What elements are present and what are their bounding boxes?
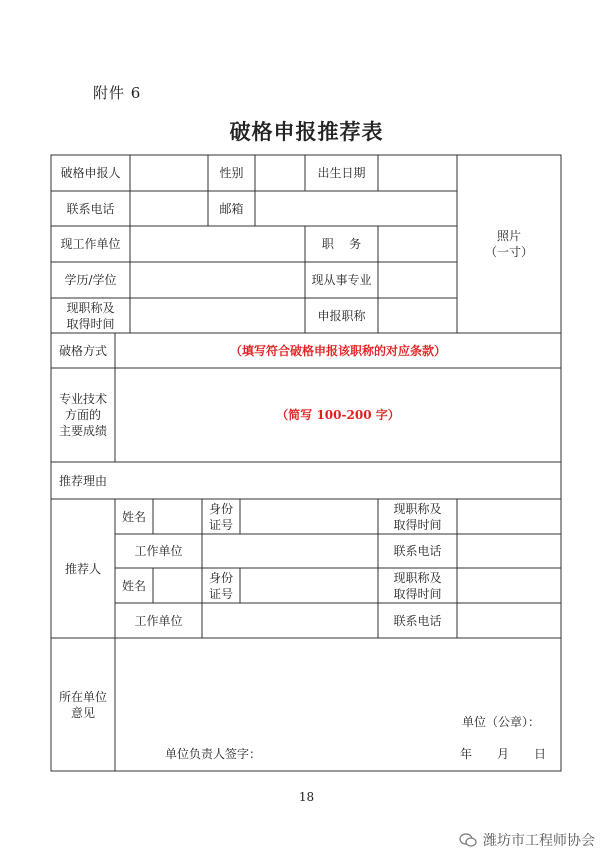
phone-field[interactable] (130, 191, 208, 226)
birth-date-label: 出生日期 (317, 166, 366, 180)
rec2-employer-field[interactable] (202, 603, 378, 638)
rec1-id-field[interactable] (240, 499, 378, 534)
rec2-name-field[interactable] (153, 568, 202, 603)
attachment-label: 附件 6 (93, 84, 142, 102)
rec1-phone-label: 联系电话 (393, 544, 442, 558)
unit-opinion-label: 所在单位 意见 (58, 689, 107, 720)
birth-date-field[interactable] (378, 155, 457, 191)
position-label: 职 务 (321, 237, 362, 251)
education-label: 学历/学位 (64, 273, 117, 287)
recommender-label: 推荐人 (64, 561, 101, 576)
current-major-label: 现从事专业 (311, 273, 372, 287)
watermark-text: 潍坊市工程师协会 (483, 833, 595, 849)
form-title: 破格申报推荐表 (229, 119, 384, 144)
rec2-id-field[interactable] (240, 568, 378, 603)
method-hint[interactable]: （填写符合破格申报该职称的对应条款） (229, 343, 446, 358)
achievements-label: 专业技术 方面的 主要成绩 (58, 392, 107, 438)
rec2-phone-field[interactable] (457, 603, 561, 638)
current-major-field[interactable] (378, 262, 457, 298)
reason-field[interactable] (115, 462, 561, 499)
current-title-field[interactable] (130, 298, 305, 333)
unit-seal-label: 单位（公章）： (462, 715, 541, 729)
rec2-phone-label: 联系电话 (393, 613, 442, 628)
rec1-phone-field[interactable] (457, 534, 561, 568)
applicant-field[interactable] (130, 155, 208, 191)
education-field[interactable] (130, 262, 305, 298)
email-label: 邮箱 (219, 201, 244, 216)
rec1-name-field[interactable] (153, 499, 202, 534)
rec1-title-field[interactable] (457, 499, 561, 534)
rec1-employer-label: 工作单位 (134, 544, 183, 558)
wechat-icon (459, 833, 477, 847)
current-employer-label: 现工作单位 (60, 237, 121, 251)
reason-label: 推荐理由 (58, 473, 107, 488)
rec1-title-label: 现职称及 取得时间 (393, 501, 442, 532)
watermark (459, 830, 595, 850)
year-label: 年 (460, 747, 473, 761)
rec1-name-label: 姓名 (121, 509, 146, 524)
day-label: 日 (534, 747, 547, 761)
rec2-title-field[interactable] (457, 568, 561, 603)
rec2-employer-label: 工作单位 (134, 613, 183, 628)
applied-title-field[interactable] (378, 298, 457, 333)
rec1-employer-field[interactable] (202, 534, 378, 568)
rec2-title-label: 现职称及 取得时间 (393, 570, 442, 601)
method-label: 破格方式 (58, 343, 107, 358)
position-field[interactable] (378, 226, 457, 262)
email-field[interactable] (255, 191, 457, 226)
applied-title-label: 申报职称 (317, 308, 366, 323)
month-label: 月 (497, 747, 510, 761)
gender-field[interactable] (255, 155, 305, 191)
unit-leader-sign-label: 单位负责人签字： (165, 747, 262, 761)
photo-box[interactable]: 照片 （一寸） (484, 229, 533, 259)
current-title-label: 现职称及 取得时间 (66, 300, 115, 331)
current-employer-field[interactable] (130, 226, 305, 262)
rec1-id-label: 身份 证号 (208, 501, 233, 532)
rec2-name-label: 姓名 (121, 578, 146, 593)
gender-label: 性别 (219, 166, 244, 180)
rec2-id-label: 身份 证号 (208, 570, 233, 601)
achievements-hint[interactable]: （简写 100-200 字） (276, 408, 400, 422)
phone-label: 联系电话 (66, 201, 115, 216)
applicant-label: 破格申报人 (60, 166, 121, 180)
page-number: 18 (298, 790, 315, 804)
